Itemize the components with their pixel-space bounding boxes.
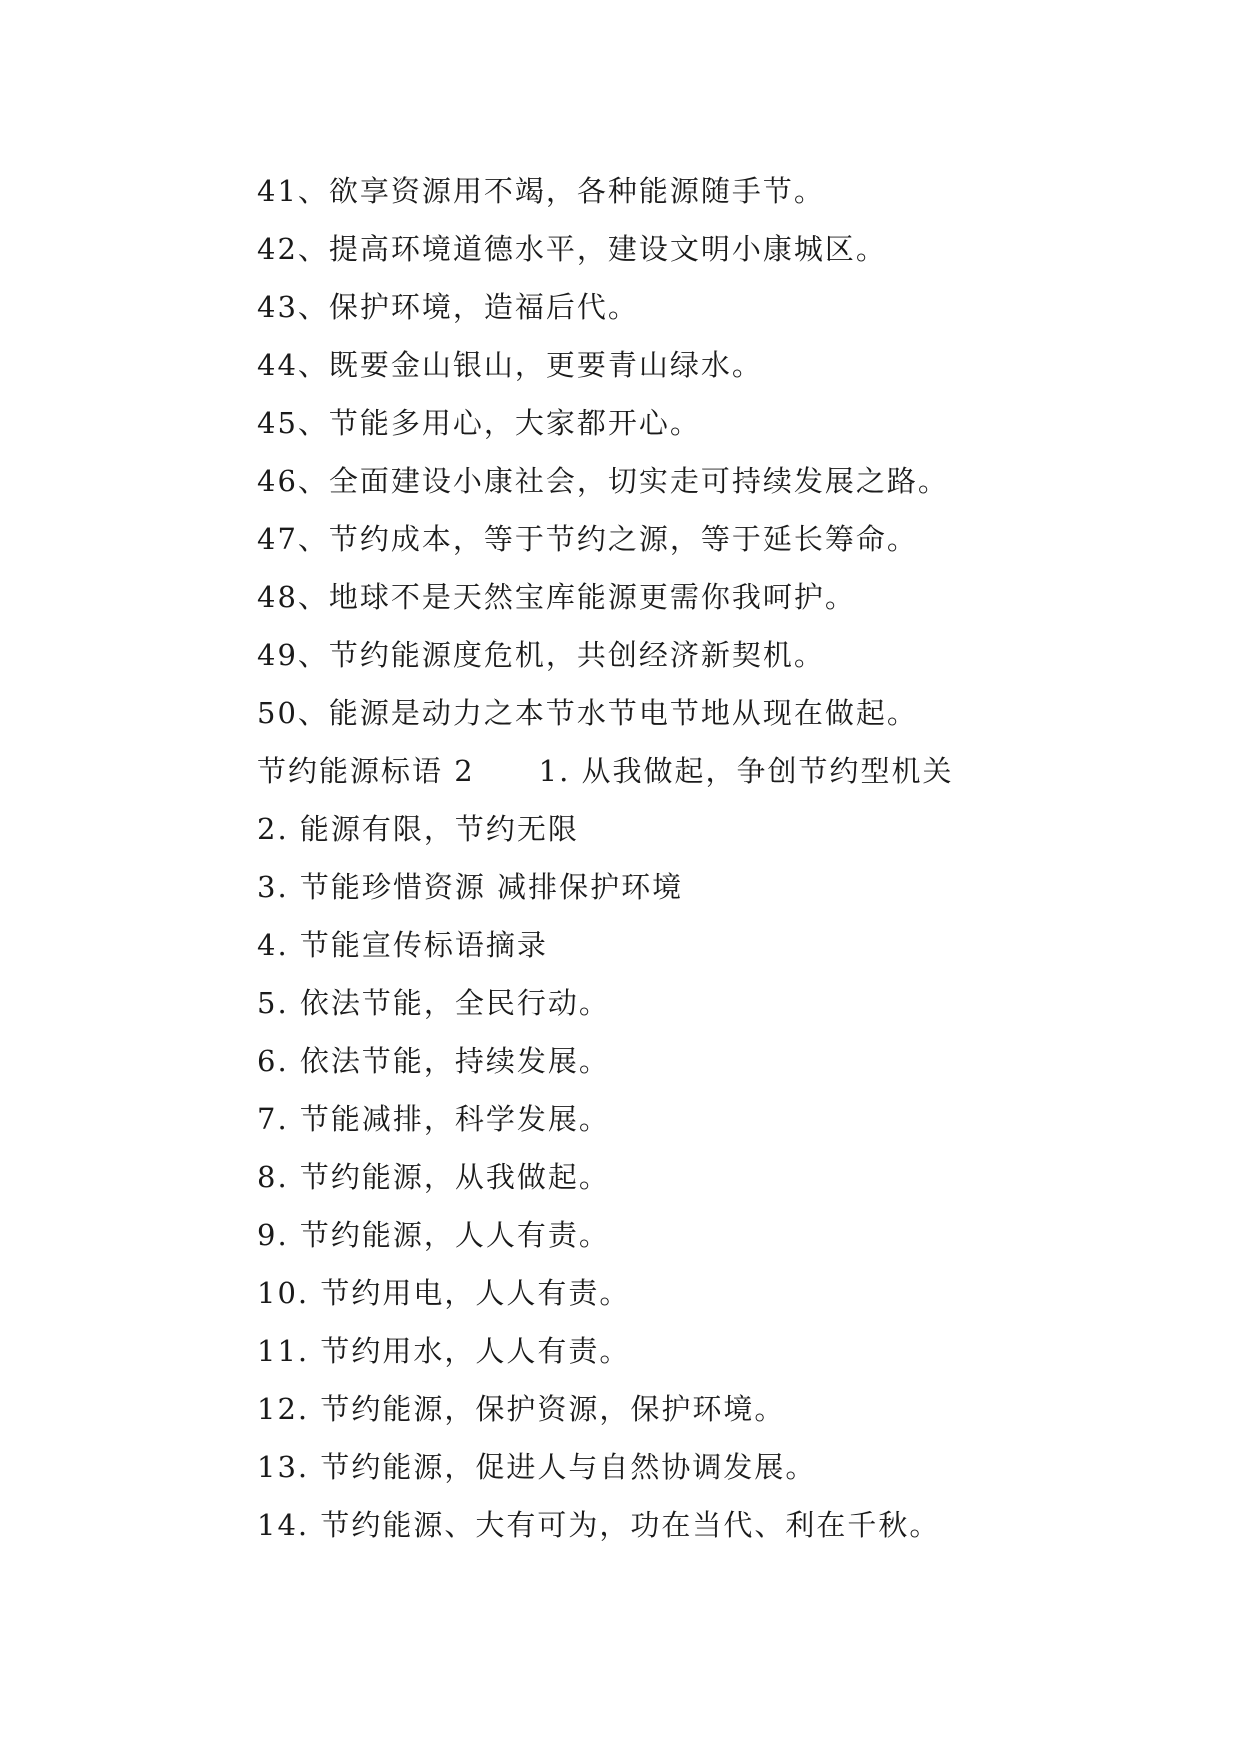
slogan-line: 47、节约成本，等于节约之源，等于延长筹命。 [257, 522, 918, 556]
list-item: 5. 依法节能，全民行动。 [257, 986, 610, 1020]
list-item: 7. 节能减排，科学发展。 [257, 1102, 610, 1136]
slogan-line: 50、能源是动力之本节水节电节地从现在做起。 [257, 696, 918, 730]
list-item: 6. 依法节能，持续发展。 [257, 1044, 610, 1078]
list-item: 14. 节约能源、大有可为，功在当代、利在千秋。 [257, 1508, 941, 1542]
list-item: 2. 能源有限，节约无限 [257, 812, 579, 846]
section-heading: 节约能源标语 2 [257, 754, 475, 788]
slogan-line: 49、节约能源度危机，共创经济新契机。 [257, 638, 825, 672]
list-item: 8. 节约能源，从我做起。 [257, 1160, 610, 1194]
section-first-item: 1. 从我做起，争创节约型机关 [538, 754, 954, 788]
document-page [257, 162, 1157, 1554]
list-item: 11. 节约用水，人人有责。 [257, 1334, 631, 1368]
slogan-line: 44、既要金山银山，更要青山绿水。 [257, 348, 763, 382]
slogan-line: 41、欲享资源用不竭，各种能源随手节。 [257, 174, 825, 208]
slogan-line: 43、保护环境，造福后代。 [257, 290, 639, 324]
list-item: 4. 节能宣传标语摘录 [257, 928, 548, 962]
list-item: 9. 节约能源，人人有责。 [257, 1218, 610, 1252]
slogan-line: 42、提高环境道德水平，建设文明小康城区。 [257, 232, 887, 266]
list-item: 10. 节约用电，人人有责。 [257, 1276, 631, 1310]
section-heading-line [257, 742, 1157, 800]
list-item: 3. 节能珍惜资源 减排保护环境 [257, 870, 684, 904]
slogan-line: 48、地球不是天然宝库能源更需你我呵护。 [257, 580, 856, 614]
slogan-line: 46、全面建设小康社会，切实走可持续发展之路。 [257, 464, 949, 498]
list-item: 12. 节约能源，保护资源，保护环境。 [257, 1392, 786, 1426]
list-item: 13. 节约能源，促进人与自然协调发展。 [257, 1450, 817, 1484]
slogan-line: 45、节能多用心，大家都开心。 [257, 406, 701, 440]
